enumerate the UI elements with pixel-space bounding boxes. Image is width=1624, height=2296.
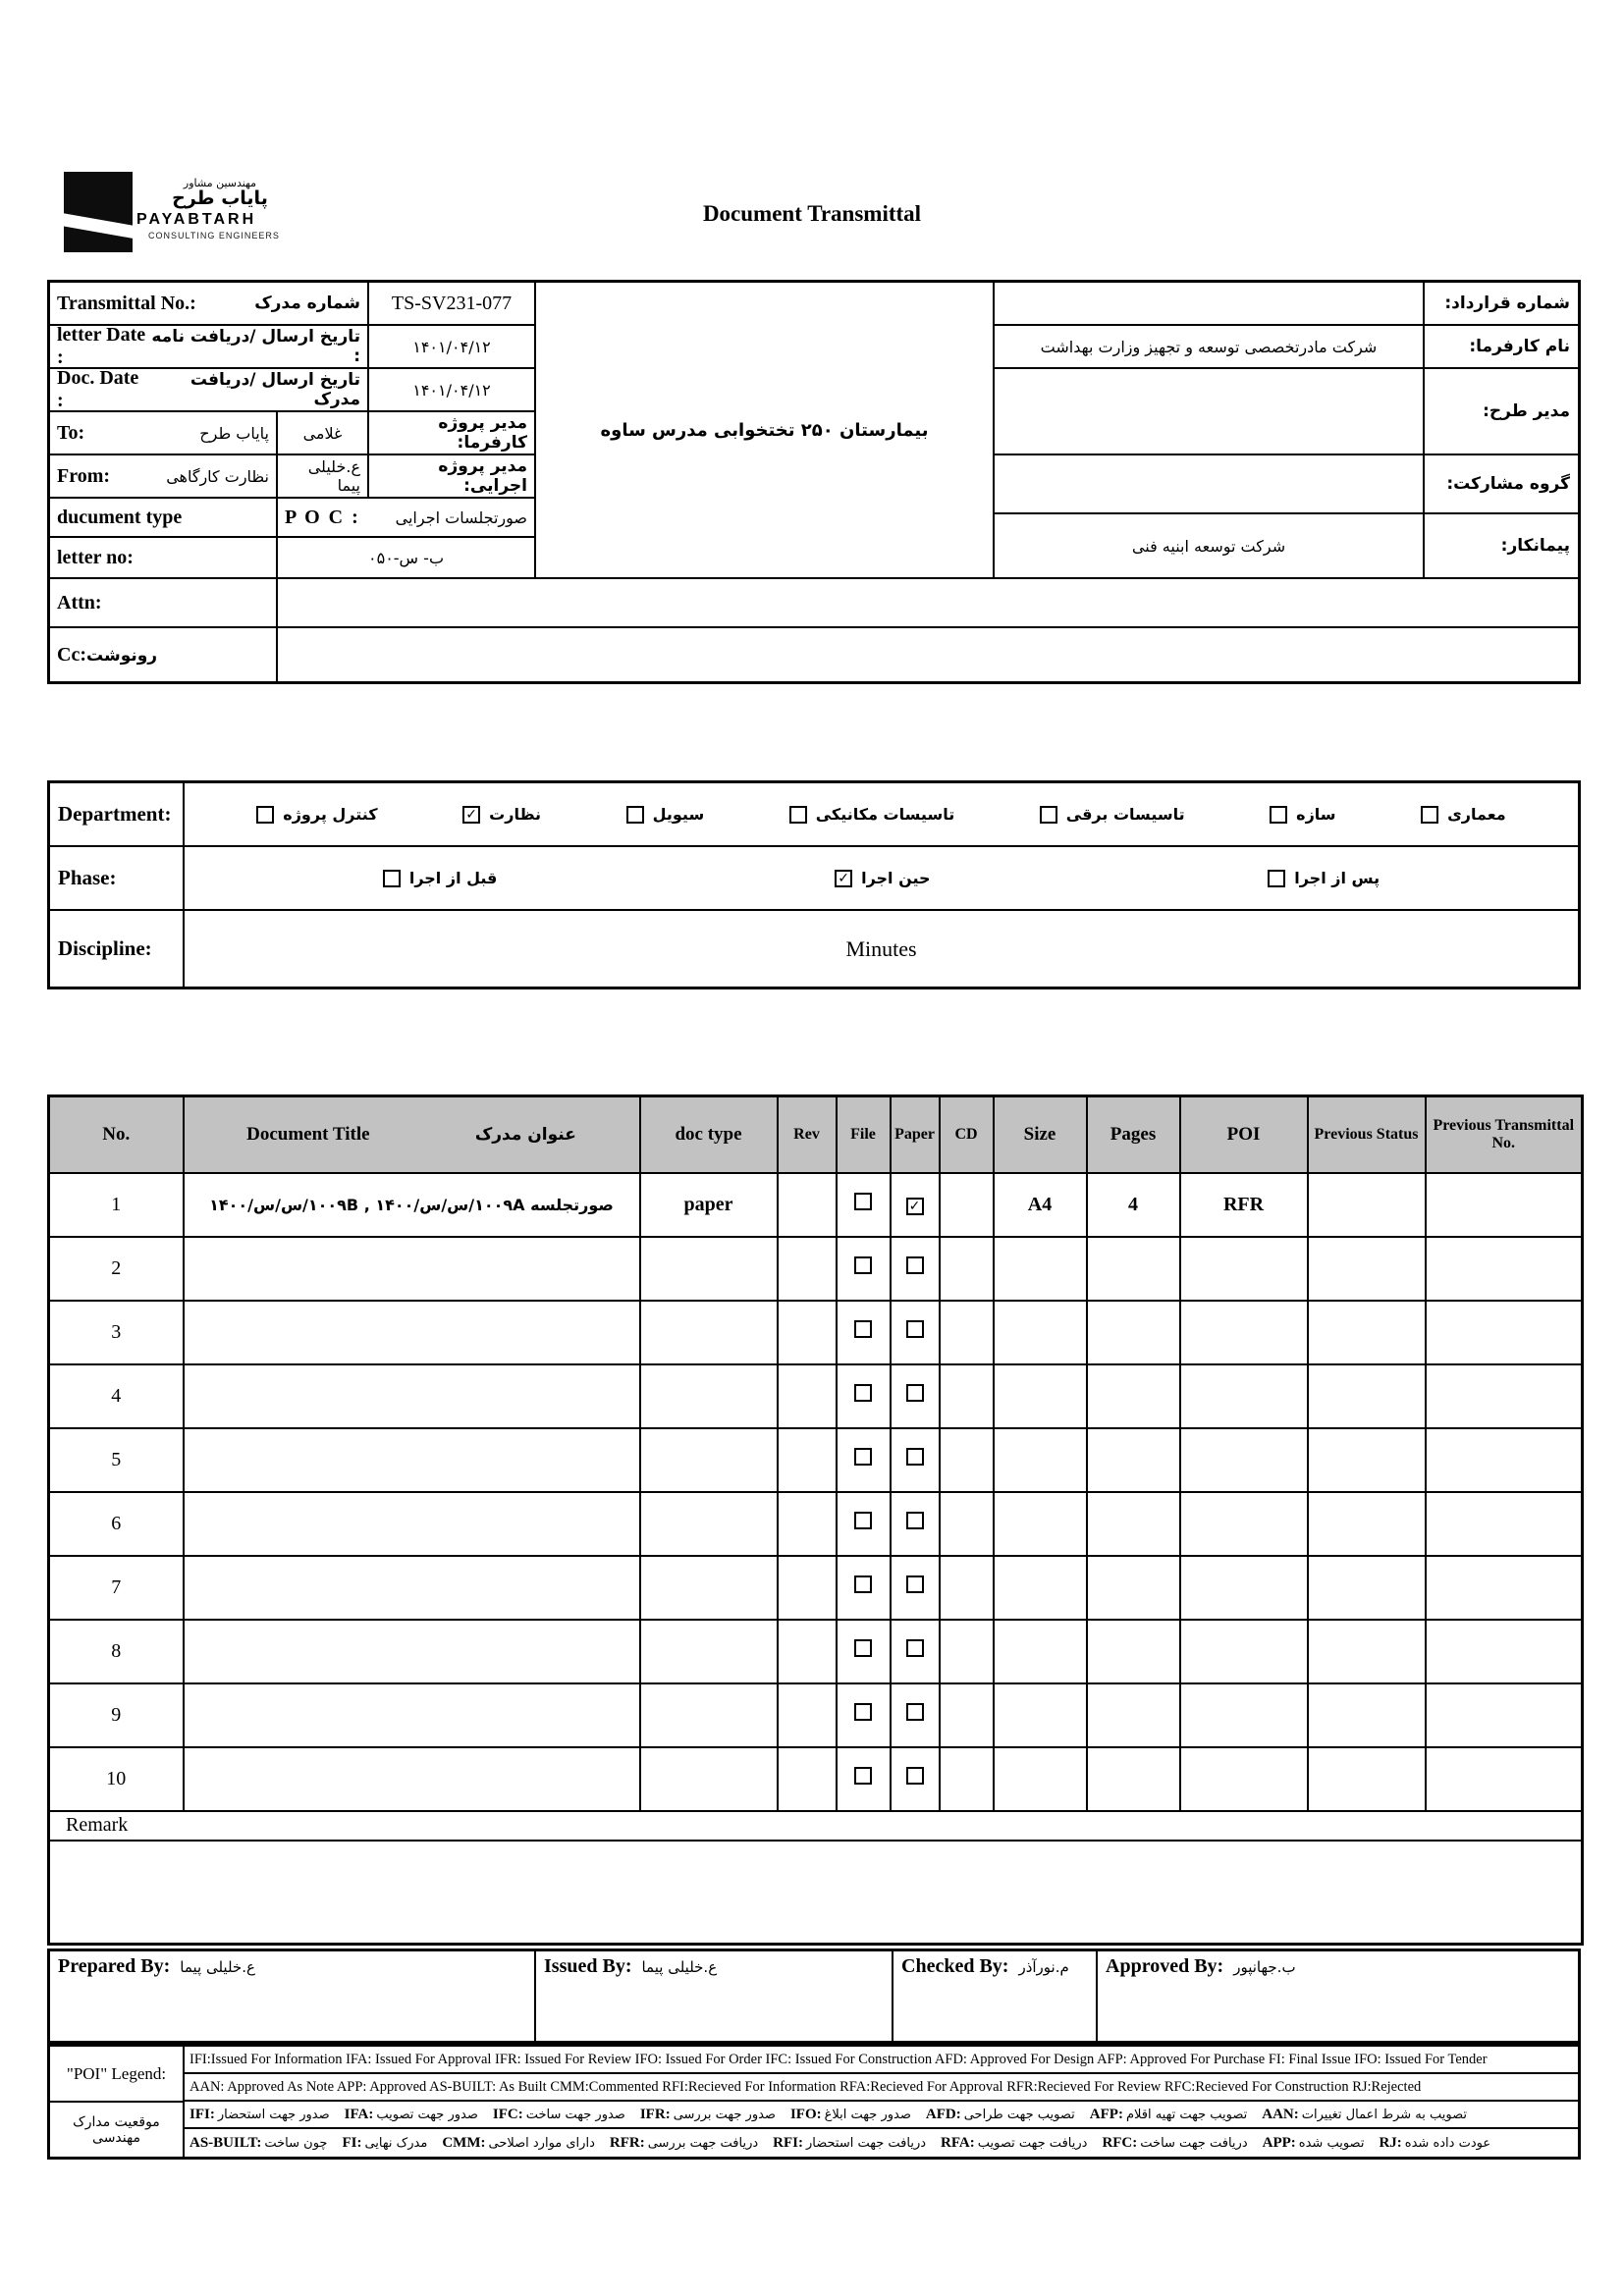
cc-label-fa: رونوشت [85, 645, 158, 666]
checkbox-during-execution[interactable]: ✓ [835, 870, 852, 887]
header-poi: POI [1180, 1096, 1308, 1173]
file-checkbox-row6[interactable] [854, 1512, 872, 1529]
transmittal-no-label-fa: شماره مدرک [254, 294, 360, 313]
checkbox-supervision[interactable]: ✓ [462, 806, 480, 824]
phase-option-before-execution: قبل از اجرا [383, 869, 498, 887]
document-title-1: صورتجلسه ۱۰۰۹A/س/س/۱۴۰۰ , ۱۰۰۹B/س/س/۱۴۰۰ [184, 1173, 640, 1237]
checked-by-cell [893, 1951, 1098, 2041]
legend-line-2: AAN: Approved As Note APP: Approved AS-BUILT: As Built CMM:Commented RFI:Recieved For Information RFA:Recieved For Approval RFR:Recieved For Review RFC:Recieved For Construction RJ:Rejected [185, 2074, 1578, 2102]
file-checkbox-row10[interactable] [854, 1767, 872, 1785]
to-label: To: [57, 421, 85, 444]
issued-by-cell [536, 1951, 893, 2041]
to-name: غلامی [278, 412, 369, 454]
contract-no-value [995, 283, 1425, 324]
discipline-value: Minutes [845, 935, 917, 961]
poi-legend [47, 2044, 1581, 2160]
department-option-architecture: معماری [1421, 805, 1506, 824]
phase-options [185, 847, 1578, 909]
paper-checkbox-row8[interactable] [906, 1639, 924, 1657]
file-checkbox-row9[interactable] [854, 1703, 872, 1721]
from-role-fa: مدیر پروژه اجرایی: [438, 456, 527, 496]
legend-side-label-fa: موقعیت مدارک مهندسی [73, 2113, 160, 2146]
department-options [185, 783, 1578, 845]
remark-label: Remark [49, 1811, 1583, 1841]
header-rev: Rev [778, 1096, 837, 1173]
phase-label: Phase: [50, 847, 185, 909]
file-checkbox-row3[interactable] [854, 1320, 872, 1338]
logo-brand-fa: پایاب طرح [172, 187, 268, 209]
checkbox-after-execution[interactable] [1268, 870, 1285, 887]
table-row: 8 [49, 1620, 1583, 1683]
document-type-value-fa: صورتجلسات اجرایی [395, 507, 527, 527]
paper-checkbox-row9[interactable] [906, 1703, 924, 1721]
table-row: 10 [49, 1747, 1583, 1811]
department-option-electrical: تاسیسات برقی [1040, 805, 1185, 824]
project-name: بیمارستان ۲۵۰ تختخوابی مدرس ساوه [600, 419, 929, 441]
remark-area [49, 1841, 1583, 1945]
transmittal-no-value: TS-SV231-077 [391, 292, 513, 314]
table-row: 9 [49, 1683, 1583, 1747]
approved-by-label: Approved By: [1106, 1955, 1224, 1977]
phase-option-during-execution: ✓ حین اجرا [835, 869, 930, 887]
page-title: Document Transmittal [702, 201, 922, 226]
doc-date-label: Doc. Date : [57, 369, 139, 410]
approved-by-value: ب.جهانپور [1233, 1958, 1296, 1976]
contractor-label-fa: پیمانکار: [1500, 536, 1570, 556]
header-document-title: Document Title عنوان مدرک [184, 1096, 640, 1173]
logo-brand-fa-small: مهندسین مشاور [183, 177, 257, 189]
phase-option-after-execution: پس از اجرا [1268, 869, 1380, 887]
table-row: 7 [49, 1556, 1583, 1620]
department-option-civil: سیویل [626, 805, 705, 824]
attn-value [278, 579, 1578, 626]
letter-date-label-fa: تاریخ ارسال /دریافت نامه : [151, 327, 360, 366]
from-value: نظارت کارگاهی [166, 466, 269, 486]
signature-row [47, 1949, 1581, 2044]
header-no: No. [49, 1096, 184, 1173]
transmittal-no-label: Transmittal No.: [57, 292, 196, 314]
header-size: Size [994, 1096, 1087, 1173]
file-checkbox-row4[interactable] [854, 1384, 872, 1402]
paper-checkbox-row2[interactable] [906, 1256, 924, 1274]
header-file: File [837, 1096, 891, 1173]
department-label: Department: [50, 783, 185, 845]
contract-no-label-fa: شماره قرارداد: [1444, 294, 1570, 313]
department-option-supervision: ✓ نظارت [462, 805, 541, 824]
jv-group-label-fa: گروه مشارکت: [1446, 474, 1570, 494]
checkbox-electrical[interactable] [1040, 806, 1057, 824]
logo-brand-en: PAYABTARH [136, 211, 257, 228]
file-checkbox-row1[interactable] [854, 1193, 872, 1210]
table-header-row [49, 1096, 1583, 1173]
file-checkbox-row7[interactable] [854, 1575, 872, 1593]
poi-legend-label: "POI" Legend: [50, 2047, 183, 2103]
doc-date-value: ۱۴۰۱/۰۴/۱۲ [412, 380, 491, 400]
classification-table [47, 780, 1581, 989]
legend-line-4: AS-BUILT : چون ساخت FI : مدرک نهایی CMM : دارای موارد اصلاحی RFR : دریافت جهت بررسی RFI : دریافت جهت استحضار RFA : دریافت جهت تصویب RFC : دریافت جهت ساخت APP : تصویب شده RJ : عودت داده شده [185, 2129, 1578, 2157]
contractor-value: شرکت توسعه ابنیه فنی [995, 514, 1425, 577]
document-list-table [47, 1095, 1581, 1946]
header-previous-transmittal: Previous Transmittal No. [1426, 1096, 1583, 1173]
prepared-by-label: Prepared By: [58, 1955, 171, 1977]
remark-row [49, 1811, 1583, 1841]
paper-checkbox-row6[interactable] [906, 1512, 924, 1529]
cc-value [278, 628, 1578, 681]
document-type-label: ducument type [57, 506, 183, 528]
legend-line-1: IFI:Issued For Information IFA: Issued For Approval IFR: Issued For Review IFO: Issued For Order IFC: Issued For Construction AFD: Approved For Design AFP: Approved For Purchase FI: Final Issue IFO: Issued For Tender [185, 2047, 1578, 2074]
header-cd: CD [940, 1096, 994, 1173]
issued-by-value: ع.خلیلی پیما [641, 1958, 718, 1976]
paper-checkbox-row5[interactable] [906, 1448, 924, 1466]
header-doc-type: doc type [640, 1096, 778, 1173]
legend-line-3: IFI : صدور جهت استحضار IFA : صدور جهت تصویب IFC : صدور جهت ساخت IFR : صدور جهت بررسی IFO : صدور جهت ابلاغ AFD : تصویب جهت طراحی AFP : تصویب جهت تهیه اقلام AAN : تصویب به شرط اعمال تغییرات [185, 2102, 1578, 2129]
paper-checkbox-row10[interactable] [906, 1767, 924, 1785]
paper-checkbox-row3[interactable] [906, 1320, 924, 1338]
letter-date-value: ۱۴۰۱/۰۴/۱۲ [412, 337, 491, 356]
project-manager-label-fa: مدیر طرح: [1483, 401, 1570, 421]
letter-no-label: letter no: [57, 546, 134, 568]
document-type-code: P O C : [285, 506, 360, 528]
table-row: 2 [49, 1237, 1583, 1301]
checked-by-value: م.نورآذر [1018, 1958, 1069, 1976]
doc-date-label-fa: تاریخ ارسال /دریافت مدرک [189, 370, 360, 409]
department-option-mechanical: تاسیسات مکانیکی [789, 805, 954, 824]
prepared-by-value: ع.خلیلی پیما [180, 1958, 255, 1976]
project-manager-value [995, 369, 1425, 454]
table-row: 5 [49, 1428, 1583, 1492]
attn-label: Attn: [57, 591, 102, 614]
department-option-structure: سازه [1270, 805, 1335, 824]
letter-no-value: ب- س-۰۵۰ [368, 548, 445, 567]
cc-label: Cc: [57, 643, 86, 666]
file-checkbox-row8[interactable] [854, 1639, 872, 1657]
issued-by-label: Issued By: [544, 1955, 632, 1977]
file-checkbox-row2[interactable] [854, 1256, 872, 1274]
table-row: 3 [49, 1301, 1583, 1364]
file-checkbox-row5[interactable] [854, 1448, 872, 1466]
remark-value [49, 1841, 1583, 1945]
logo-brand-en-sub: CONSULTING ENGINEERS [148, 231, 280, 240]
to-role-fa: مدیر پروژه کارفرما: [438, 413, 527, 453]
paper-checkbox-row7[interactable] [906, 1575, 924, 1593]
checkbox-mechanical[interactable] [789, 806, 807, 824]
paper-checkbox-row4[interactable] [906, 1384, 924, 1402]
paper-checkbox-row1[interactable]: ✓ [906, 1198, 924, 1215]
from-label: From: [57, 464, 111, 487]
header-paper: Paper [891, 1096, 940, 1173]
transmittal-info-table [47, 280, 1581, 684]
header-pages: Pages [1087, 1096, 1180, 1173]
to-value: پایاب طرح [199, 423, 269, 443]
checkbox-before-execution[interactable] [383, 870, 401, 887]
client-label-fa: نام کارفرما: [1469, 337, 1570, 356]
prepared-by-cell [50, 1951, 536, 2041]
checkbox-structure[interactable] [1270, 806, 1287, 824]
discipline-label: Discipline: [50, 911, 185, 987]
jv-group-value [995, 455, 1425, 512]
table-row: 4 [49, 1364, 1583, 1428]
checkbox-control-project[interactable] [256, 806, 274, 824]
department-option-control-project: کنترل پروژه [256, 805, 377, 824]
checkbox-architecture[interactable] [1421, 806, 1438, 824]
approved-by-cell [1098, 1951, 1578, 2041]
letter-date-label: letter Date : [57, 326, 146, 367]
table-row: 1 صورتجلسه ۱۰۰۹A/س/س/۱۴۰۰ , ۱۰۰۹B/س/س/۱۴۰۰ paper ✓ A4 4 RFR [49, 1173, 1583, 1237]
client-value: شرکت مادرتخصصی توسعه و تجهیز وزارت بهداشت [995, 326, 1425, 367]
header-previous-status: Previous Status [1308, 1096, 1426, 1173]
from-name: ع.خلیلی پیما [278, 455, 369, 497]
checkbox-civil[interactable] [626, 806, 644, 824]
table-row: 6 [49, 1492, 1583, 1556]
checked-by-label: Checked By: [901, 1955, 1009, 1977]
